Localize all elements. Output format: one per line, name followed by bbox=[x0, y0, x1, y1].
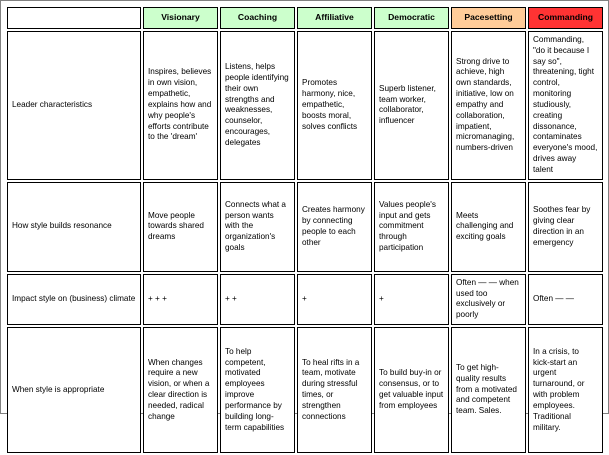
cell-characteristics-coaching: Listens, helps people identifying their own strengths and weaknesses, counselor, encourages, delegates bbox=[220, 31, 295, 180]
cell-characteristics-pacesetting: Strong drive to achieve, high own standards, initiative, low on empathy and collaboration, impatient, micromanaging, numbers-driven bbox=[451, 31, 526, 180]
cell-resonance-democratic: Values people's input and gets commitment through participation bbox=[374, 182, 449, 272]
cell-impact-commanding: Often — — bbox=[528, 274, 603, 325]
column-header-affiliative: Affiliative bbox=[297, 7, 372, 29]
styles-table bbox=[5, 5, 605, 455]
cell-appropriate-commanding: In a crisis, to kick-start an urgent turnaround, or with problem employees. Traditional military. bbox=[528, 327, 603, 453]
cell-impact-democratic: + bbox=[374, 274, 449, 325]
row-label-leader-characteristics: Leader characteristics bbox=[7, 31, 141, 180]
row-label-impact-on-climate: Impact style on (business) climate bbox=[7, 274, 141, 325]
cell-resonance-visionary: Move people towards shared dreams bbox=[143, 182, 218, 272]
cell-characteristics-affiliative: Promotes harmony, nice, empathetic, boosts moral, solves conflicts bbox=[297, 31, 372, 180]
cell-impact-pacesetting: Often — — when used too exclusively or poorly bbox=[451, 274, 526, 325]
cell-appropriate-democratic: To build buy-in or consensus, or to get valuable input from employees bbox=[374, 327, 449, 453]
cell-impact-visionary: + + + bbox=[143, 274, 218, 325]
column-header-commanding: Commanding bbox=[528, 7, 603, 29]
row-label-builds-resonance: How style builds resonance bbox=[7, 182, 141, 272]
cell-appropriate-visionary: When changes require a new vision, or when a clear direction is needed, radical change bbox=[143, 327, 218, 453]
header-corner-cell bbox=[7, 7, 141, 29]
cell-resonance-affiliative: Creates harmony by connecting people to each other bbox=[297, 182, 372, 272]
column-header-pacesetting: Pacesetting bbox=[451, 7, 526, 29]
cell-impact-coaching: + + bbox=[220, 274, 295, 325]
cell-resonance-commanding: Soothes fear by giving clear direction in an emergency bbox=[528, 182, 603, 272]
cell-characteristics-visionary: Inspires, believes in own vision, empathetic, explains how and why people's efforts contribute to the 'dream' bbox=[143, 31, 218, 180]
column-header-visionary: Visionary bbox=[143, 7, 218, 29]
cell-characteristics-democratic: Superb listener, team worker, collaborator, influencer bbox=[374, 31, 449, 180]
cell-appropriate-affiliative: To heal rifts in a team, motivate during stressful times, or strengthen connections bbox=[297, 327, 372, 453]
cell-impact-affiliative: + bbox=[297, 274, 372, 325]
table-row bbox=[7, 31, 603, 180]
table-row bbox=[7, 327, 603, 453]
table-header-row bbox=[7, 7, 603, 29]
row-label-when-appropriate: When style is appropriate bbox=[7, 327, 141, 453]
table-row bbox=[7, 274, 603, 325]
cell-characteristics-commanding: Commanding, "do it because I say so", threatening, tight control, monitoring studiously, creating dissonance, contaminates everyone's mood, drives away talent bbox=[528, 31, 603, 180]
table-row bbox=[7, 182, 603, 272]
cell-resonance-pacesetting: Meets challenging and exciting goals bbox=[451, 182, 526, 272]
cell-resonance-coaching: Connects what a person wants with the organization's goals bbox=[220, 182, 295, 272]
cell-appropriate-pacesetting: To get high-quality results from a motivated and competent team. Sales. bbox=[451, 327, 526, 453]
column-header-democratic: Democratic bbox=[374, 7, 449, 29]
column-header-coaching: Coaching bbox=[220, 7, 295, 29]
cell-appropriate-coaching: To help competent, motivated employees improve performance by building long-term capabilities bbox=[220, 327, 295, 453]
